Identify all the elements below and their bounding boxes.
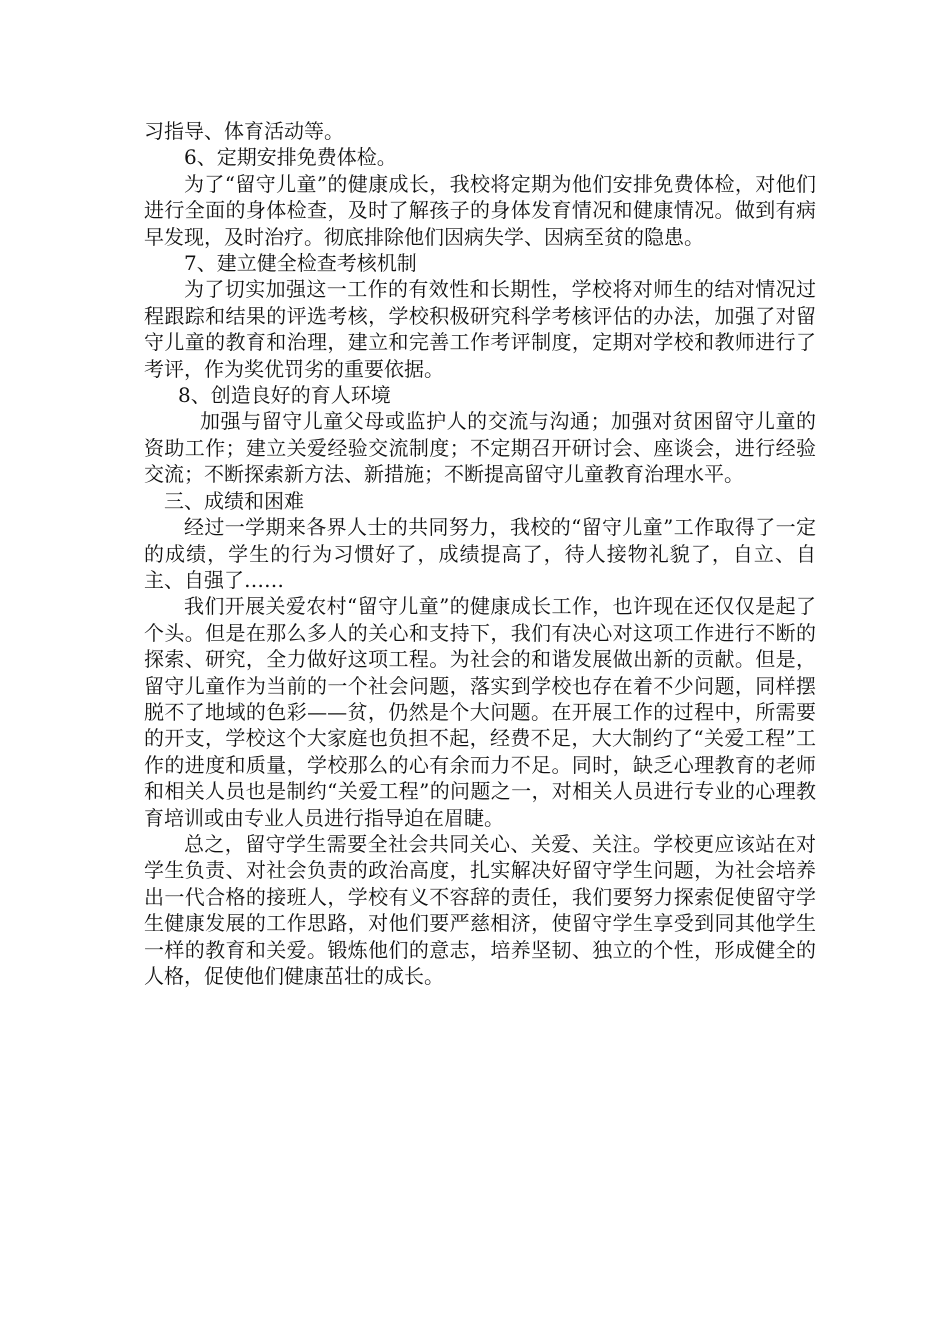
section-heading-results: 三、成绩和困难 <box>164 488 304 513</box>
heading-item-6: 6、定期安排免费体检。 <box>184 145 397 170</box>
paragraph-assessment: 为了切实加强这一工作的有效性和长期性，学校将对师生的结对情况过程跟踪和结果的评选考核，学校积极研究科学考核评估的办法，加强了对留守儿童的教育和治理，建立和完善工作考评制度，定期对学校和教师进行了考评，作为奖优罚劣的重要依据。 <box>144 277 816 381</box>
paragraph-environment: 加强与留守儿童父母或监护人的交流与沟通；加强对贫困留守儿童的资助工作；建立关爱经验交流制度；不定期召开研讨会、座谈会，进行经验交流；不断探索新方法、新措施；不断提高留守儿童教育治理水平。 <box>144 409 816 487</box>
paragraph-difficulties: 我们开展关爱农村“留守儿童”的健康成长工作，也许现在还仅仅是起了个头。但是在那么多人的关心和支持下，我们有决心对这项工作进行不断的探索、研究，全力做好这项工程。为社会的和谐发展做出新的贡献。但是，留守儿童作为当前的一个社会问题，落实到学校也存在着不少问题，同样摆脱不了地域的色彩——贫，仍然是个大问题。在开展工作的过程中，所需要的开支，学校这个大家庭也负担不起，经费不足，大大制约了“关爱工程”工作的进度和质量，学校那么的心有余而力不足。同时，缺乏心理教育的老师和相关人员也是制约“关爱工程”的问题之一，对相关人员进行专业的心理教育培训或由专业人员进行指导迫在眉睫。 <box>144 594 816 830</box>
document-body <box>144 118 816 989</box>
paragraph-continuation: 习指导、体育活动等。 <box>144 119 344 143</box>
paragraph-achievements: 经过一学期来各界人士的共同努力，我校的“留守儿童”工作取得了一定的成绩，学生的行为习惯好了，成绩提高了，待人接物礼貌了，自立、自主、自强了…… <box>144 515 816 592</box>
heading-item-7: 7、建立健全检查考核机制 <box>184 251 417 276</box>
paragraph-health-checkup: 为了“留守儿童”的健康成长，我校将定期为他们安排免费体检，对他们进行全面的身体检查，及时了解孩子的身体发育情况和健康情况。做到有病早发现，及时治疗。彻底排除他们因病失学、因病至贫的隐患。 <box>144 171 816 249</box>
paragraph-conclusion: 总之，留守学生需要全社会共同关心、关爱、关注。学校更应该站在对学生负责、对社会负责的政治高度，扎实解决好留守学生问题，为社会培养出一代合格的接班人，学校有义不容辞的责任，我们要努力探索促使留守学生健康发展的工作思路，对他们要严慈相济，使留守学生享受到同其他学生一样的教育和关爱。锻炼他们的意志，培养坚韧、独立的个性，形成健全的人格，促使他们健康茁壮的成长。 <box>144 831 816 988</box>
heading-item-8: 8、创造良好的育人环境 <box>178 383 391 408</box>
